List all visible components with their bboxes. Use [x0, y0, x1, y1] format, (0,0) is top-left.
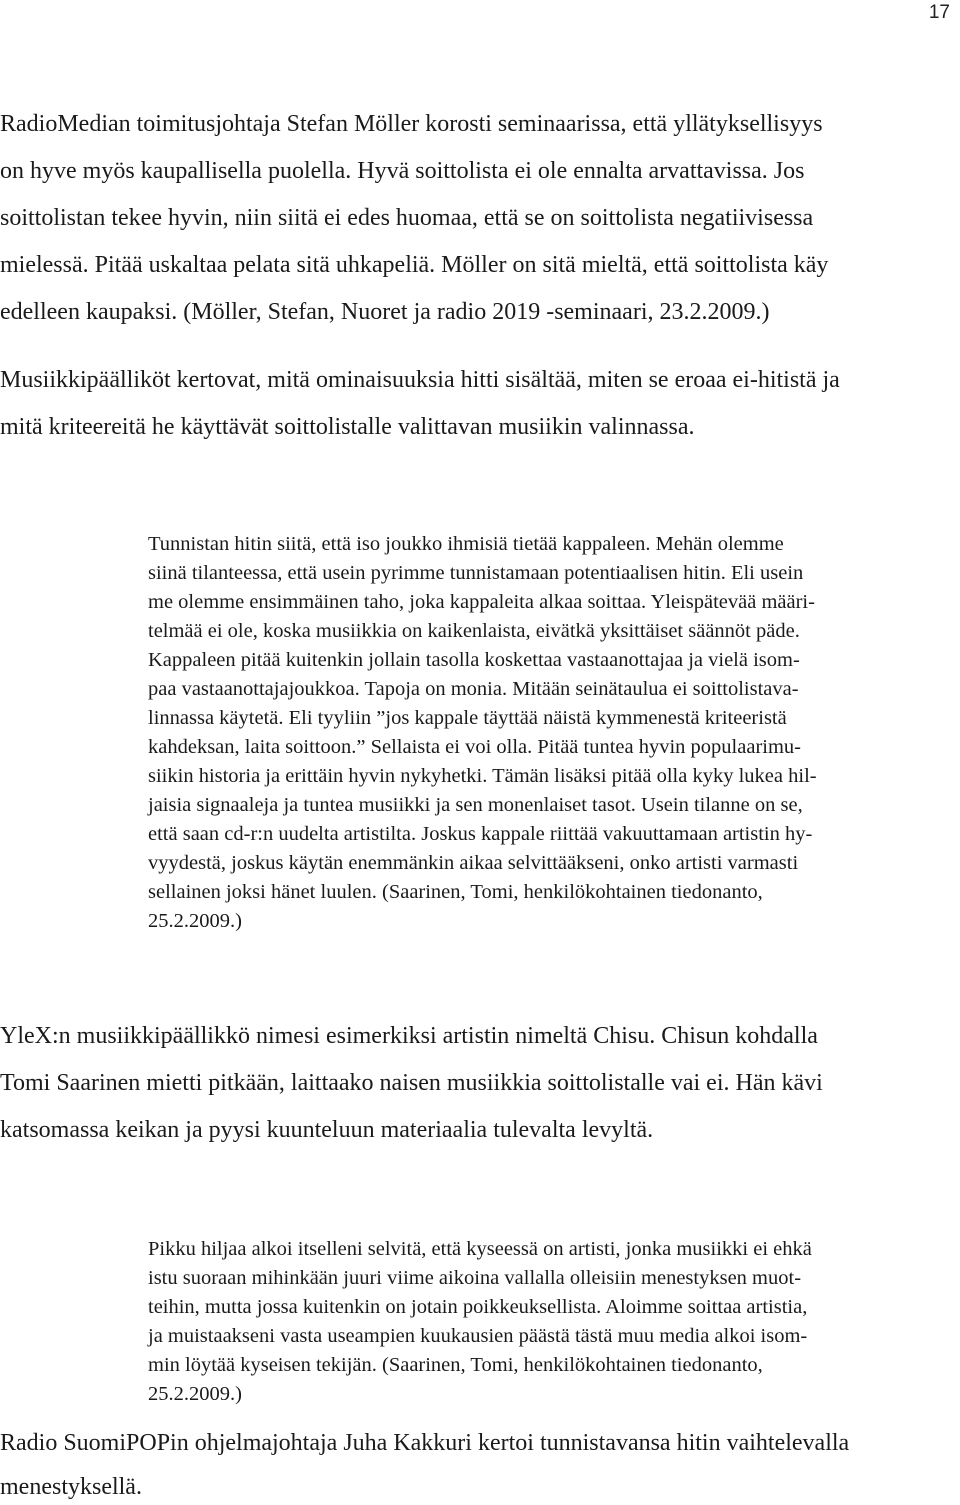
- quote-line: että saan cd-r:n uudelta artistilta. Joskus kappale riittää vakuuttamaan artistin hy-: [148, 823, 813, 845]
- text-line: soittolistan tekee hyvin, niin siitä ei edes huomaa, että se on soittolista negatiivisessa: [0, 205, 814, 231]
- quote-line: linnassa käytetä. Eli tyyliin ”jos kappale täyttää näistä kymmenestä kriteeristä: [148, 707, 787, 729]
- text-line: Musiikkipäälliköt kertovat, mitä ominaisuuksia hitti sisältää, miten se eroaa ei-hitistä ja: [0, 367, 840, 393]
- text-line: mitä kriteereitä he käyttävät soittolistalle valittavan musiikin valinnassa.: [0, 414, 695, 440]
- text-line: menestyksellä.: [0, 1474, 142, 1500]
- page-number: 17: [928, 2, 950, 23]
- quote-line: Tunnistan hitin siitä, että iso joukko ihmisiä tietää kappaleen. Mehän olemme: [148, 533, 784, 555]
- text-line: katsomassa keikan ja pyysi kuunteluun materiaalia tulevalta levyltä.: [0, 1117, 654, 1143]
- text-line: Radio SuomiPOPin ohjelmajohtaja Juha Kakkuri kertoi tunnistavansa hitin vaihtelevalla: [0, 1430, 850, 1456]
- quote-line: min löytää kyseisen tekijän. (Saarinen, Tomi, henkilökohtainen tiedonanto,: [148, 1354, 763, 1376]
- text-line: mielessä. Pitää uskaltaa pelata sitä uhkapeliä. Möller on sitä mieltä, että soittolista käy: [0, 252, 829, 278]
- quote-line: siinä tilanteessa, että usein pyrimme tunnistamaan potentiaalisen hitin. Eli usein: [148, 562, 804, 584]
- quote-line: sellainen joksi hänet luulen. (Saarinen, Tomi, henkilökohtainen tiedonanto,: [148, 881, 763, 903]
- text-line: YleX:n musiikkipäällikkö nimesi esimerkiksi artistin nimeltä Chisu. Chisun kohdalla: [0, 1023, 818, 1049]
- quote-line: Kappaleen pitää kuitenkin jollain tasolla koskettaa vastaanottajaa ja vielä isom-: [148, 649, 800, 671]
- quote-line: teihin, mutta jossa kuitenkin on jotain poikkeuksellista. Aloimme soittaa artistia,: [148, 1296, 808, 1318]
- quote-line: 25.2.2009.): [148, 1383, 242, 1405]
- quote-line: Pikku hiljaa alkoi itselleni selvitä, että kyseessä on artisti, jonka musiikki ei ehkä: [148, 1238, 812, 1260]
- text-line: on hyve myös kaupallisella puolella. Hyvä soittolista ei ole ennalta arvattavissa. Jos: [0, 158, 805, 184]
- quote-line: 25.2.2009.): [148, 910, 242, 932]
- text-line: Tomi Saarinen mietti pitkään, laittaako naisen musiikkia soittolistalle vai ei. Hän kävi: [0, 1070, 823, 1096]
- text-line: edelleen kaupaksi. (Möller, Stefan, Nuoret ja radio 2019 -seminaari, 23.2.2009.): [0, 299, 770, 325]
- quote-line: kahdeksan, laita soittoon.” Sellaista ei voi olla. Pitää tuntea hyvin populaarimu-: [148, 736, 801, 758]
- text-line: RadioMedian toimitusjohtaja Stefan Möller korosti seminaarissa, että yllätyksellisyys: [0, 111, 823, 137]
- quote-line: siikin historia ja erittäin hyvin nykyhetki. Tämän lisäksi pitää olla kyky lukea hil-: [148, 765, 817, 787]
- quote-line: paa vastaanottajajoukkoa. Tapoja on monia. Mitään seinätaulua ei soittolistava-: [148, 678, 799, 700]
- quote-line: vyydestä, joskus käytän enemmänkin aikaa selvittääkseni, onko artisti varmasti: [148, 852, 799, 874]
- quote-line: istu suoraan mihinkään juuri viime aikoina vallalla olleisiin menestyksen muot-: [148, 1267, 802, 1289]
- quote-line: ja muistaakseni vasta useampien kuukausien päästä tästä muu media alkoi isom-: [148, 1325, 808, 1347]
- quote-line: jaisia signaaleja ja tuntea musiikki ja sen monenlaiset tasot. Usein tilanne on se,: [148, 794, 803, 816]
- quote-line: me olemme ensimmäinen taho, joka kappaleita alkaa soittaa. Yleispätevää määri-: [148, 591, 815, 613]
- quote-line: telmää ei ole, koska musiikkia on kaikenlaista, eivätkä yksittäiset säännöt päde.: [148, 620, 800, 642]
